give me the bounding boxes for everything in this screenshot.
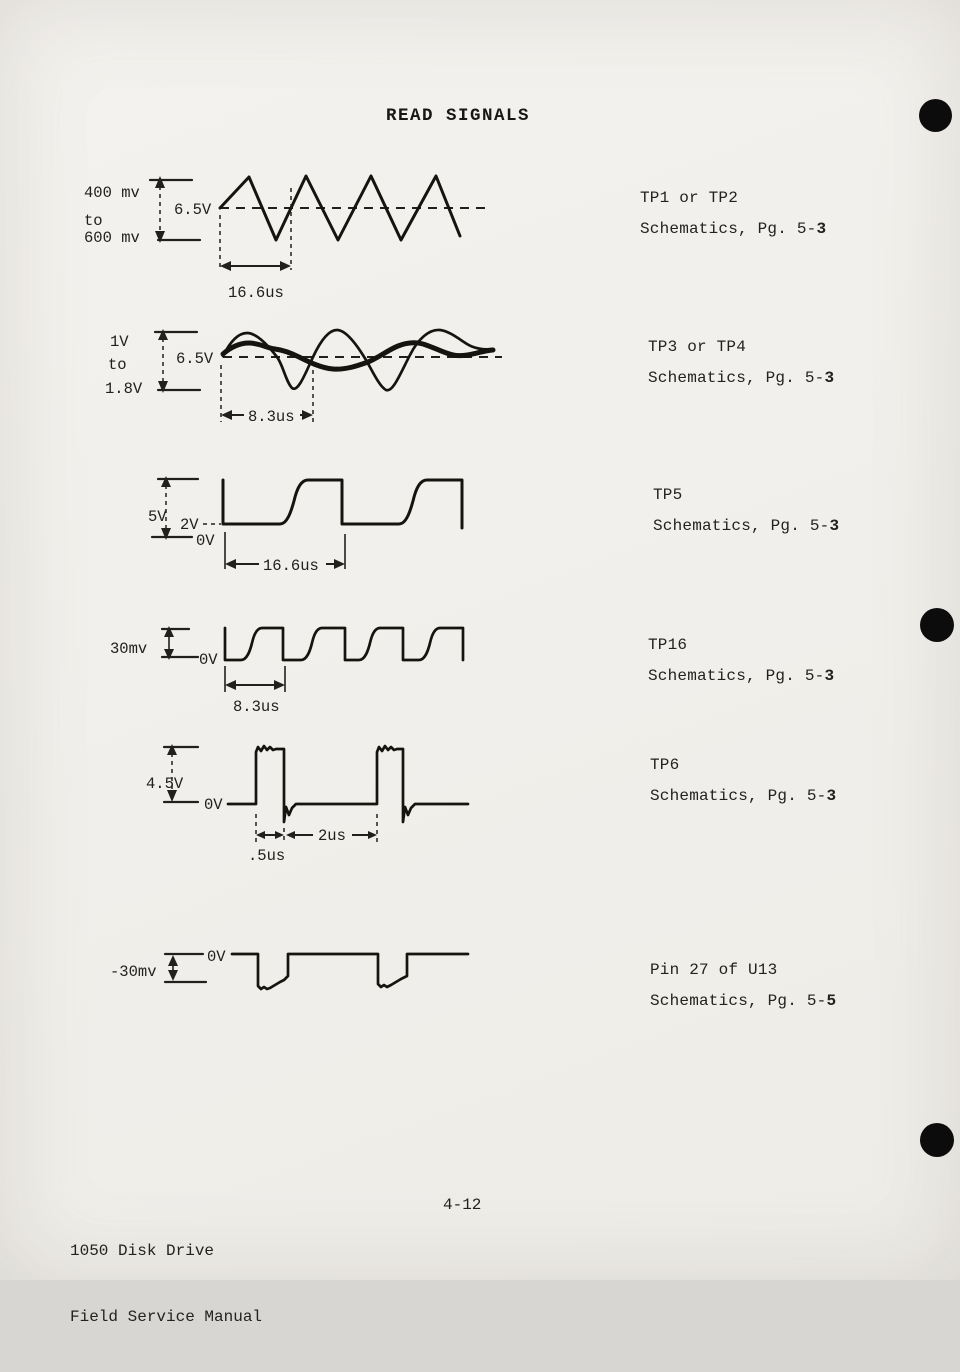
waveform-diagram-tp5 [70, 472, 490, 582]
waveform-diagram-pin27-u13 [70, 938, 490, 1028]
caption-tp1-tp2 [640, 183, 826, 245]
schematics-ref: Schematics, Pg. 5-3 [650, 787, 837, 805]
level-label: 0V [207, 948, 226, 966]
schematics-ref: Schematics, Pg. 5-3 [648, 369, 835, 387]
punch-hole [919, 99, 952, 132]
level-label: 6.5V [176, 350, 214, 368]
period-dimension [225, 666, 285, 692]
amplitude-label: to [84, 212, 103, 230]
level-label: 2V [180, 516, 199, 534]
test-point-label: TP6 [650, 756, 680, 774]
time-label: 8.3us [248, 408, 295, 426]
waveform-diagram-tp6 [70, 738, 490, 868]
amplitude-bracket [164, 744, 198, 802]
amplitude-label: 30mv [110, 640, 148, 658]
schematics-ref: Schematics, Pg. 5-3 [648, 667, 835, 685]
amplitude-label: to [108, 356, 127, 374]
punch-hole [920, 608, 954, 642]
amplitude-label: 4.5V [146, 775, 184, 793]
amplitude-label: 400 mv [84, 184, 140, 202]
waveform-diagram-tp1-tp2 [70, 163, 500, 303]
test-point-label: TP1 or TP2 [640, 189, 739, 207]
time-label: 8.3us [233, 698, 280, 716]
level-label: 0V [196, 532, 215, 550]
caption-pin27-u13 [650, 955, 836, 1017]
schematics-page-digit: 3 [816, 220, 827, 238]
schematics-ref: Schematics, Pg. 5-3 [640, 220, 827, 238]
amplitude-label: 5V [148, 508, 167, 526]
schematics-page-digit: 3 [829, 517, 840, 535]
test-point-label: TP5 [653, 486, 683, 504]
page-number: 4-12 [443, 1196, 482, 1214]
schematics-ref: Schematics, Pg. 5-5 [650, 992, 837, 1010]
footer-line1: 1050 Disk Drive [70, 1242, 215, 1260]
caption-tp16 [648, 630, 834, 692]
waveform-diagram-tp3-tp4 [70, 322, 510, 437]
amplitude-bracket [165, 954, 206, 982]
footer-line2: Field Service Manual [70, 1308, 263, 1326]
punch-hole [920, 1123, 954, 1157]
caption-tp6 [650, 750, 836, 812]
sine-waveform-trace-large [223, 330, 492, 390]
level-label: 6.5V [174, 201, 212, 219]
amplitude-label: 1V [110, 333, 129, 351]
test-point-label: TP16 [648, 636, 688, 654]
time-label: 16.6us [263, 557, 319, 575]
schematics-page-digit: 3 [826, 787, 837, 805]
schematics-ref: Schematics, Pg. 5-3 [653, 517, 840, 535]
pulse-width-dimension [256, 814, 377, 844]
schematics-page-digit: 3 [824, 369, 835, 387]
time-label: 16.6us [228, 284, 284, 302]
amplitude-label: -30mv [110, 963, 157, 981]
square-waveform-trace [223, 480, 462, 528]
amplitude-bracket [162, 626, 198, 660]
waveform-diagram-tp16 [70, 613, 490, 718]
schematics-page-digit: 3 [824, 667, 835, 685]
time-label: .5us [248, 847, 286, 865]
test-point-label: Pin 27 of U13 [650, 961, 778, 979]
level-label: 0V [204, 796, 223, 814]
caption-tp3-tp4 [648, 332, 834, 394]
negative-pulse-waveform-trace [232, 954, 468, 989]
schematics-page-digit: 5 [826, 992, 837, 1010]
square-waveform-trace [225, 628, 463, 660]
time-label: 2us [318, 827, 346, 845]
amplitude-label: 600 mv [84, 229, 140, 247]
amplitude-label: 1.8V [105, 380, 143, 398]
test-point-label: TP3 or TP4 [648, 338, 747, 356]
caption-tp5 [653, 480, 839, 542]
footer [70, 1196, 262, 1372]
level-label: 0V [199, 651, 218, 669]
pulse-waveform-trace [228, 746, 468, 822]
page-title: READ SIGNALS [386, 106, 531, 126]
